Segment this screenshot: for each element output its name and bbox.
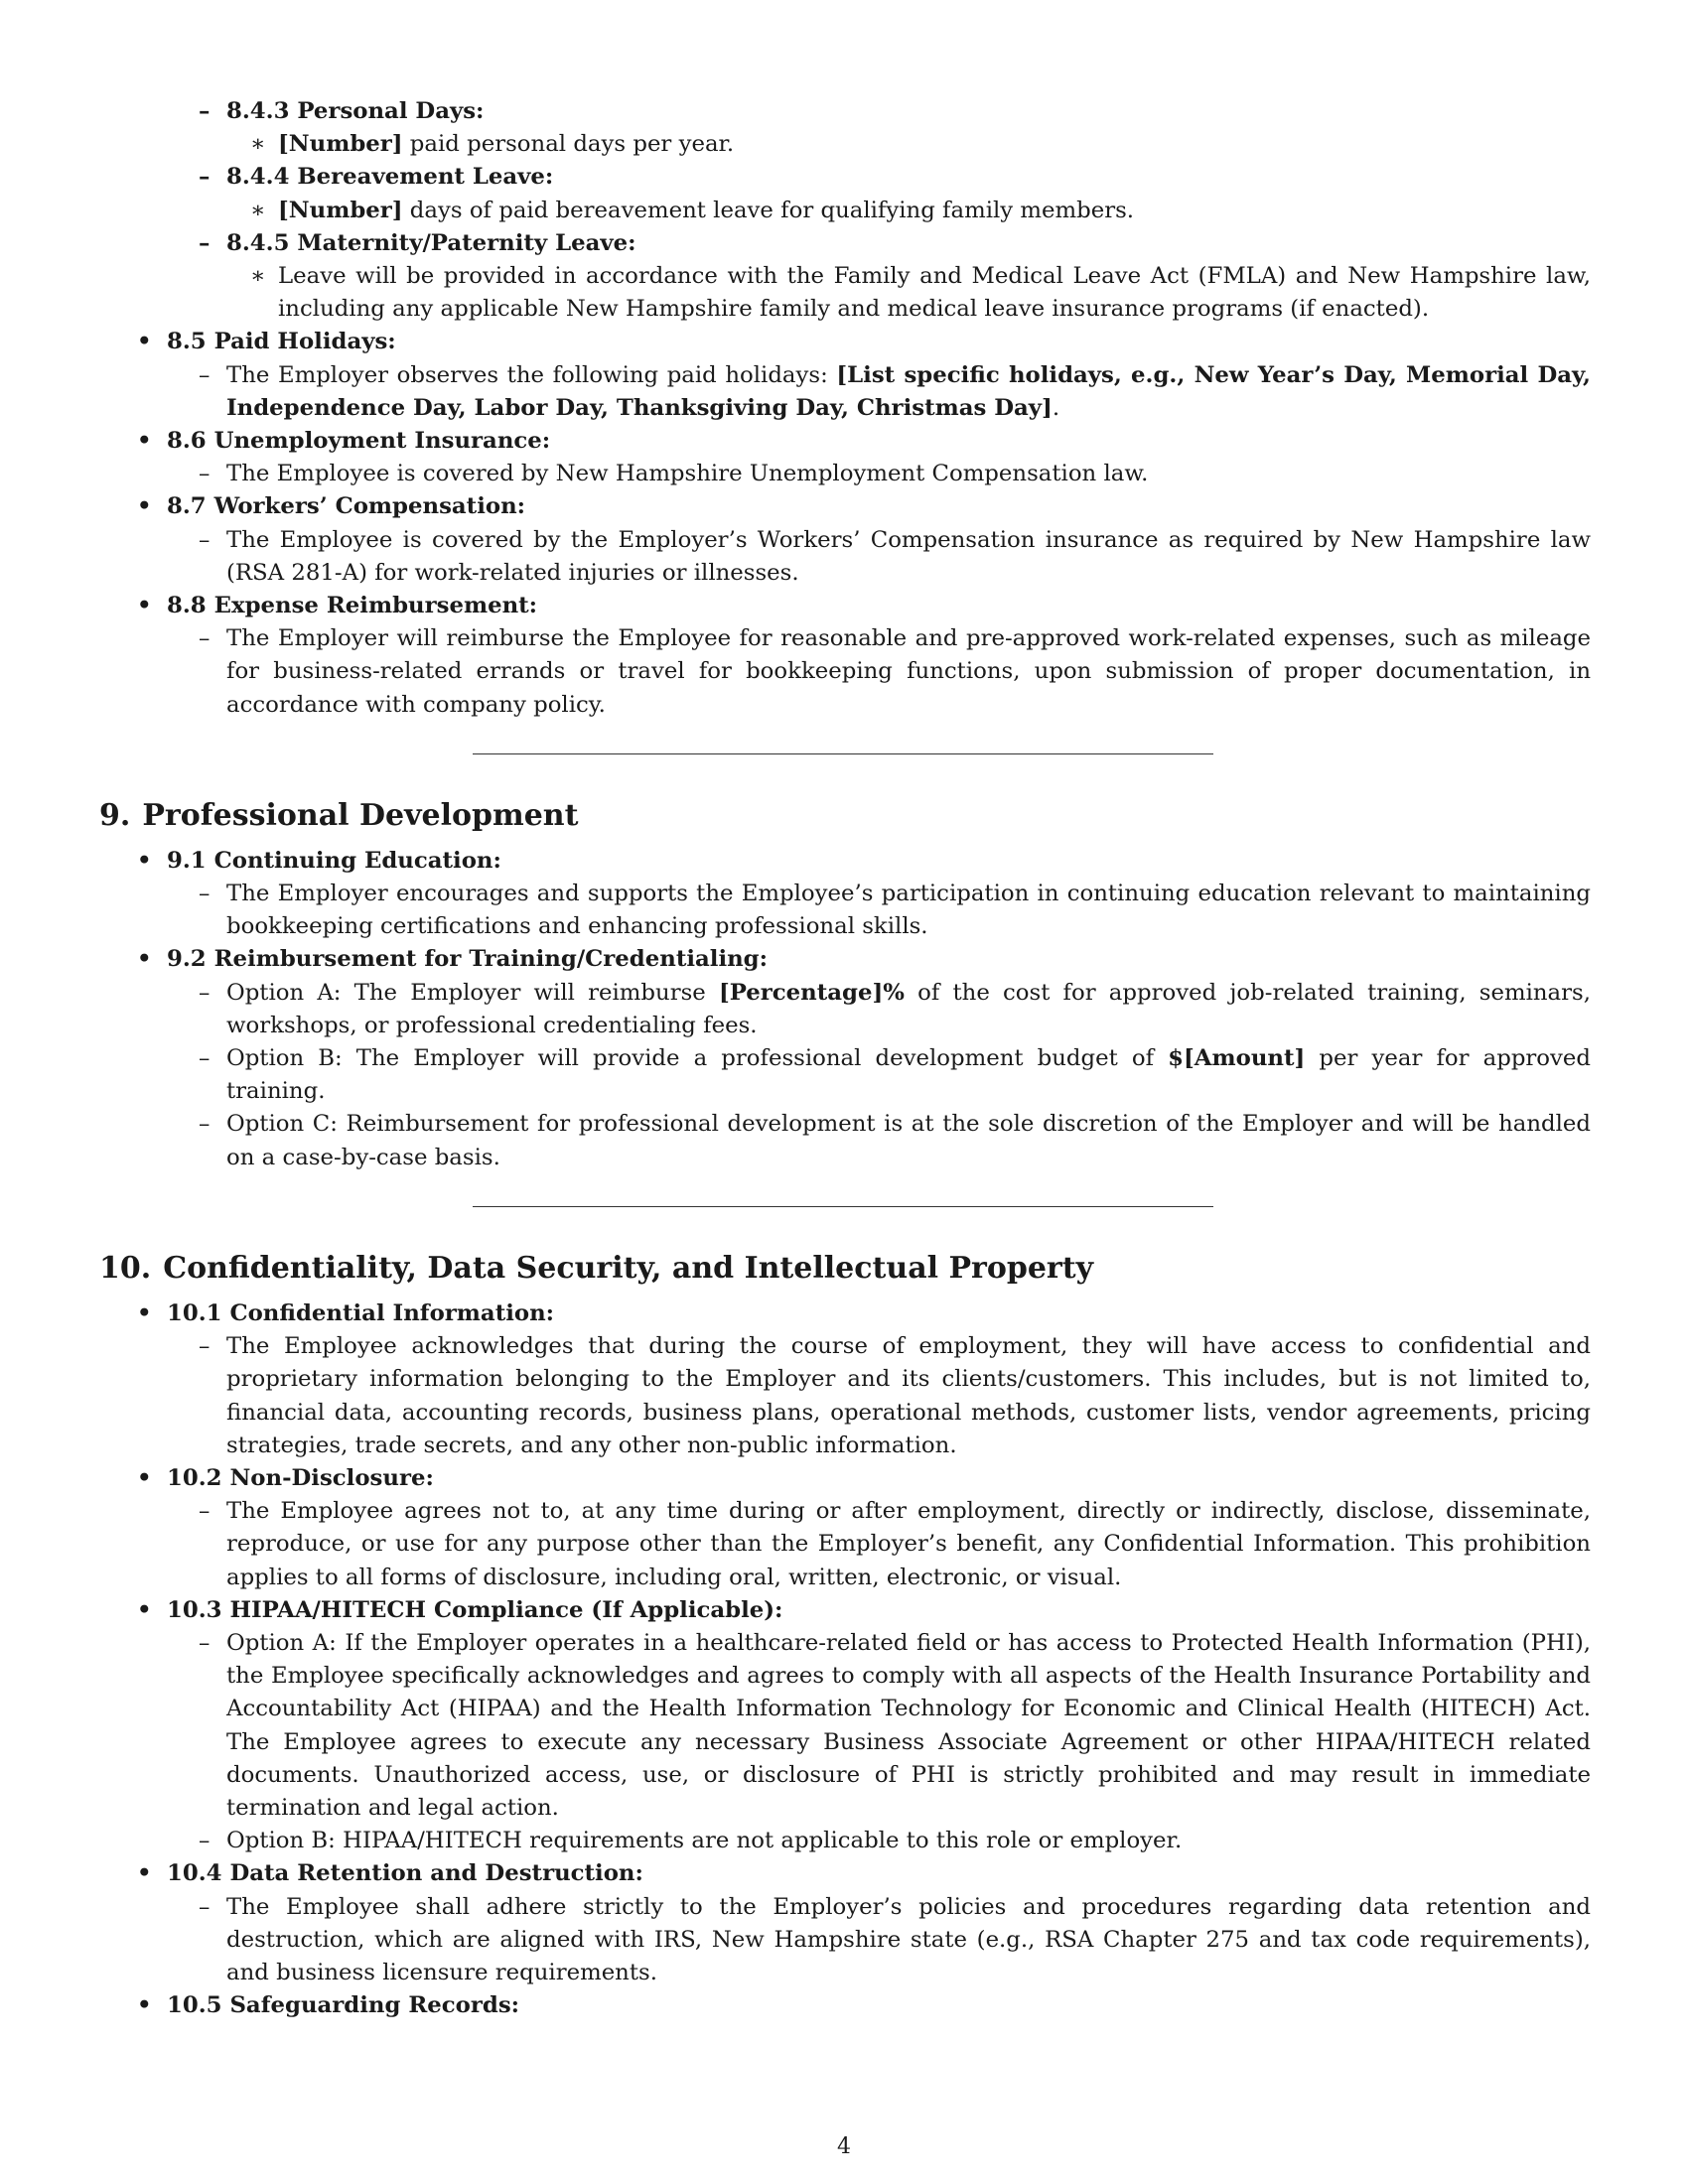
placeholder-number: [Number] — [278, 131, 403, 158]
item-10-2-heading: • 10.2 Non-Disclosure: — [99, 1462, 1591, 1495]
item-8-4-5-heading: – 8.4.5 Maternity/Paternity Leave: — [99, 227, 1591, 260]
item-10-5-heading: • 10.5 Safeguarding Records: — [99, 1989, 1591, 2022]
item-8-6-text: – The Employee is covered by New Hampshire Unemployment Compensation law. — [99, 458, 1591, 490]
section-9-title: 9. Professional Development — [99, 797, 579, 833]
item-9-2-option-a: – Option A: The Employer will reimburse [Percentage]% of the cost for approved job-related training, seminars, workshops, or professional credentialing fees. — [99, 977, 1591, 1042]
placeholder-amount: $[Amount] — [1168, 1045, 1306, 1072]
item-10-3-option-a: – Option A: If the Employer operates in a healthcare-related field or has access to Protected Health Information (PHI), the Employee specifically acknowledges and agrees to comply with all aspects of the Health Insurance Portability and Accountability Act (HIPAA) and the Health Information Technology for Economic and Clinical Health (HITECH) Act. The Employee agrees to execute any necessary Business Associate Agreement or other HIPAA/HITECH related documents. Unauthorized access, use, or disclosure of PHI is strictly prohibited and may result in immediate termination and legal action. — [99, 1627, 1591, 1825]
page-number: 4 — [837, 2134, 851, 2159]
item-8-4-3-heading: – 8.4.3 Personal Days: — [99, 95, 1591, 128]
item-10-4-text: – The Employee shall adhere strictly to the Employer’s policies and procedures regarding data retention and destruction, which are aligned with IRS, New Hampshire state (e.g., RSA Chapter 275 and tax code requirements), and business licensure requirements. — [99, 1891, 1591, 1990]
item-8-4-4-heading: – 8.4.4 Bereavement Leave: — [99, 161, 1591, 194]
item-8-5-heading: • 8.5 Paid Holidays: — [99, 326, 1591, 358]
item-10-1-heading: • 10.1 Confidential Information: — [99, 1297, 1591, 1330]
item-10-3-option-b: – Option B: HIPAA/HITECH requirements are not applicable to this role or employer. — [99, 1825, 1591, 1857]
document-page — [99, 95, 1591, 2022]
item-8-4-5-text: ∗ Leave will be provided in accordance with the Family and Medical Leave Act (FMLA) and New Hampshire law, including any applicable New Hampshire family and medical leave insurance programs (if enacted). — [99, 260, 1591, 326]
section-10-title: 10. Confidentiality, Data Security, and Intellectual Property — [99, 1250, 1093, 1286]
item-8-7-text: – The Employee is covered by the Employer’s Workers’ Compensation insurance as required by New Hampshire law (RSA 281-A) for work-related injuries or illnesses. — [99, 524, 1591, 590]
item-10-2-text: – The Employee agrees not to, at any time during or after employment, directly or indirectly, disclose, disseminate, reproduce, or use for any purpose other than the Employer’s benefit, any Confidential Information. This prohibition applies to all forms of disclosure, including oral, written, electronic, or visual. — [99, 1495, 1591, 1594]
item-10-4-heading: • 10.4 Data Retention and Destruction: — [99, 1857, 1591, 1890]
section-divider — [473, 753, 1213, 754]
placeholder-percentage: [Percentage]% — [718, 979, 905, 1006]
item-10-3-heading: • 10.3 HIPAA/HITECH Compliance (If Applicable): — [99, 1594, 1591, 1627]
item-9-2-option-c: – Option C: Reimbursement for professional development is at the sole discretion of the Employer and will be handled on a case-by-case basis. — [99, 1108, 1591, 1173]
item-8-4-3-text: ∗ [Number] paid personal days per year. — [99, 128, 1591, 161]
item-8-4-4-text: ∗ [Number] days of paid bereavement leave for qualifying family members. — [99, 195, 1591, 227]
item-10-1-text: – The Employee acknowledges that during the course of employment, they will have access to confidential and proprietary information belonging to the Employer and its clients/customers. This includes, but is not limited to, financial data, accounting records, business plans, operational methods, customer lists, vendor agreements, pricing strategies, trade secrets, and any other non-public information. — [99, 1330, 1591, 1462]
item-9-2-heading: • 9.2 Reimbursement for Training/Credentialing: — [99, 943, 1591, 976]
placeholder-holidays: [List specific holidays, e.g., New Year’s Day, Memorial Day, Independence Day, Labor Day, Thanksgiving Day, Christmas Day] — [226, 361, 1591, 421]
section-divider — [473, 1206, 1213, 1207]
item-8-8-text: – The Employer will reimburse the Employee for reasonable and pre-approved work-related expenses, such as mileage for business-related errands or travel for bookkeeping functions, upon submission of proper documentation, in accordance with company policy. — [99, 622, 1591, 722]
item-9-1-text: – The Employer encourages and supports the Employee’s participation in continuing education relevant to maintaining bookkeeping certifications and enhancing professional skills. — [99, 878, 1591, 943]
item-8-7-heading: • 8.7 Workers’ Compensation: — [99, 490, 1591, 523]
placeholder-number: [Number] — [278, 197, 403, 223]
item-8-8-heading: • 8.8 Expense Reimbursement: — [99, 590, 1591, 622]
item-8-6-heading: • 8.6 Unemployment Insurance: — [99, 425, 1591, 458]
item-9-2-option-b: – Option B: The Employer will provide a professional development budget of $[Amount] per year for approved training. — [99, 1042, 1591, 1108]
item-9-1-heading: • 9.1 Continuing Education: — [99, 845, 1591, 878]
item-8-5-text: – The Employer observes the following paid holidays: [List specific holidays, e.g., New Year’s Day, Memorial Day, Independence Day, Labor Day, Thanksgiving Day, Christmas Day]. — [99, 359, 1591, 425]
